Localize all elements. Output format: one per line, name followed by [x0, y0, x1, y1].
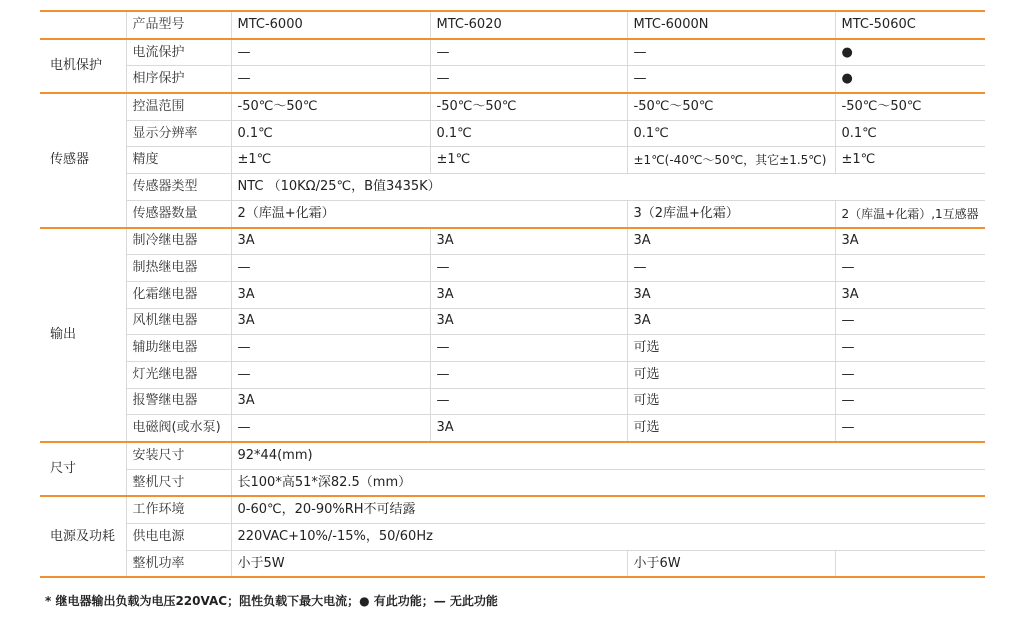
cell-value: 3A: [627, 228, 835, 255]
cell-value: 3A: [231, 281, 430, 308]
table-row: [40, 335, 985, 362]
cell-value: —: [231, 415, 430, 442]
table-row: [40, 361, 985, 388]
cell-value: 可选: [627, 388, 835, 415]
cell-value: 3A: [231, 228, 430, 255]
cell-value: 3A: [627, 308, 835, 335]
cell-value: —: [835, 388, 985, 415]
cell-value: —: [430, 388, 627, 415]
cell-value: —: [430, 255, 627, 282]
cell-value: 3A: [231, 308, 430, 335]
row-label: 整机尺寸: [126, 469, 231, 496]
cell-value: 3A: [835, 228, 985, 255]
row-label: 制热继电器: [126, 255, 231, 282]
cell-value: -50℃～50℃: [835, 93, 985, 120]
cell-value: —: [231, 39, 430, 66]
cell-value: -50℃～50℃: [627, 93, 835, 120]
row-label: 传感器类型: [126, 174, 231, 201]
table-row: [40, 496, 985, 523]
cell-value: —: [430, 66, 627, 93]
group-label-output: 输出: [40, 228, 126, 443]
cell-value: [835, 550, 985, 577]
cell-value: 长100*高51*深82.5（mm）: [231, 469, 985, 496]
cell-value: 3A: [430, 415, 627, 442]
table-row: [40, 255, 985, 282]
cell-value: ●: [835, 39, 985, 66]
cell-value: 0.1℃: [835, 120, 985, 147]
model-name: MTC-6020: [430, 11, 627, 39]
table-row: [40, 281, 985, 308]
cell-value: —: [231, 255, 430, 282]
cell-value: 可选: [627, 335, 835, 362]
table-row: [40, 147, 985, 174]
cell-value: ±1℃(-40℃～50℃，其它±1.5℃): [627, 147, 835, 174]
table-row: [40, 228, 985, 255]
row-label: 制冷继电器: [126, 228, 231, 255]
row-label: 工作环境: [126, 496, 231, 523]
cell-value: 0-60℃，20-90%RH不可结露: [231, 496, 985, 523]
cell-value: 3A: [627, 281, 835, 308]
group-label-size: 尺寸: [40, 442, 126, 496]
row-label: 控温范围: [126, 93, 231, 120]
cell-value: 92*44(mm): [231, 442, 985, 469]
cell-value: ±1℃: [430, 147, 627, 174]
header-corner: [40, 11, 126, 39]
group-label-sensor: 传感器: [40, 93, 126, 227]
cell-value: 可选: [627, 361, 835, 388]
cell-value: —: [835, 415, 985, 442]
cell-value: 0.1℃: [231, 120, 430, 147]
cell-value: ±1℃: [835, 147, 985, 174]
spec-table: [40, 10, 985, 578]
cell-value: NTC （10KΩ/25℃，B值3435K）: [231, 174, 985, 201]
model-name: MTC-6000: [231, 11, 430, 39]
cell-value: 0.1℃: [627, 120, 835, 147]
footnote: * 继电器输出负载为电压220VAC；阻性负载下最大电流；● 有此功能；— 无此功能: [45, 594, 498, 608]
row-label: 相序保护: [126, 66, 231, 93]
cell-value: —: [835, 335, 985, 362]
row-label: 风机继电器: [126, 308, 231, 335]
row-label: 精度: [126, 147, 231, 174]
table-row: [40, 550, 985, 577]
table-row: [40, 39, 985, 66]
row-label: 整机功率: [126, 550, 231, 577]
cell-value: 小于6W: [627, 550, 835, 577]
header-row: [40, 11, 985, 39]
cell-value: —: [627, 39, 835, 66]
group-label-motor: 电机保护: [40, 39, 126, 93]
cell-value: —: [627, 66, 835, 93]
cell-value: —: [231, 361, 430, 388]
cell-value: 3A: [231, 388, 430, 415]
cell-value: 3（2库温+化霜）: [627, 200, 835, 227]
row-label: 供电电源: [126, 524, 231, 551]
table-row: [40, 442, 985, 469]
table-row: [40, 93, 985, 120]
row-label: 辅助继电器: [126, 335, 231, 362]
cell-value: 小于5W: [231, 550, 627, 577]
cell-value: —: [835, 308, 985, 335]
cell-value: 0.1℃: [430, 120, 627, 147]
cell-value: 2（库温+化霜）: [231, 200, 627, 227]
table-row: [40, 308, 985, 335]
table-row: [40, 200, 985, 227]
cell-value: —: [835, 255, 985, 282]
cell-value: —: [835, 361, 985, 388]
header-label: 产品型号: [126, 11, 231, 39]
cell-value: —: [231, 66, 430, 93]
cell-value: 3A: [430, 228, 627, 255]
table-row: [40, 469, 985, 496]
cell-value: 可选: [627, 415, 835, 442]
row-label: 显示分辨率: [126, 120, 231, 147]
row-label: 电磁阀(或水泵): [126, 415, 231, 442]
cell-value: ●: [835, 66, 985, 93]
cell-value: 2（库温+化霜）,1互感器: [835, 200, 985, 227]
table-row: [40, 415, 985, 442]
cell-value: —: [430, 335, 627, 362]
row-label: 电流保护: [126, 39, 231, 66]
model-name: MTC-6000N: [627, 11, 835, 39]
group-label-power: 电源及功耗: [40, 496, 126, 577]
cell-value: 220VAC+10%/-15%，50/60Hz: [231, 524, 985, 551]
row-label: 报警继电器: [126, 388, 231, 415]
row-label: 传感器数量: [126, 200, 231, 227]
cell-value: —: [627, 255, 835, 282]
table-row: [40, 66, 985, 93]
cell-value: 3A: [430, 281, 627, 308]
table-row: [40, 120, 985, 147]
cell-value: ±1℃: [231, 147, 430, 174]
model-name: MTC-5060C: [835, 11, 985, 39]
row-label: 安装尺寸: [126, 442, 231, 469]
table-row: [40, 388, 985, 415]
row-label: 化霜继电器: [126, 281, 231, 308]
cell-value: 3A: [430, 308, 627, 335]
cell-value: 3A: [835, 281, 985, 308]
cell-value: —: [430, 39, 627, 66]
table-row: [40, 174, 985, 201]
table-row: [40, 524, 985, 551]
cell-value: -50℃～50℃: [231, 93, 430, 120]
cell-value: —: [430, 361, 627, 388]
row-label: 灯光继电器: [126, 361, 231, 388]
cell-value: -50℃～50℃: [430, 93, 627, 120]
cell-value: —: [231, 335, 430, 362]
